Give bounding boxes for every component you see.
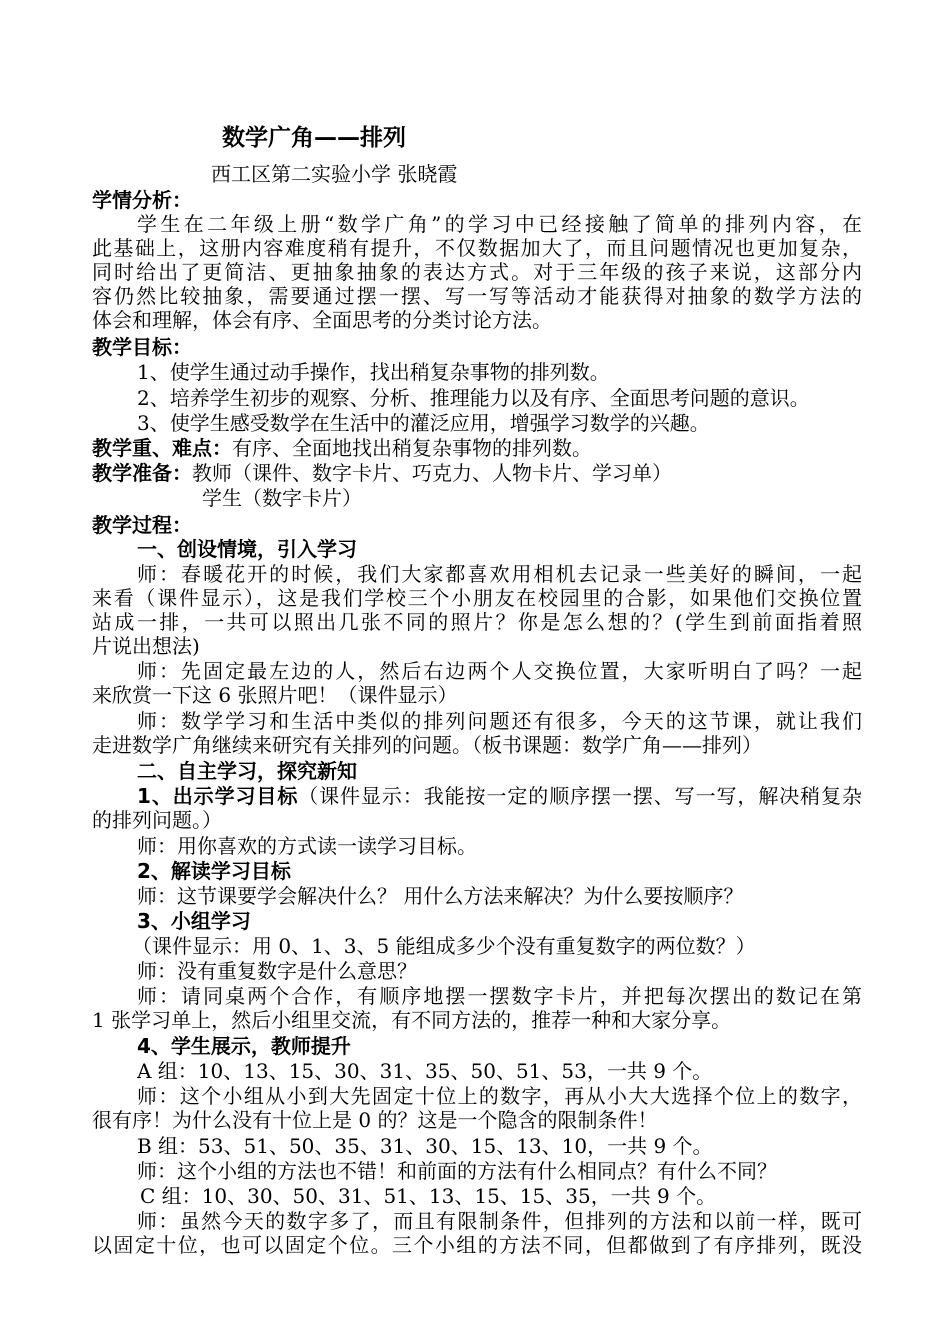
paragraph-line: （课件显示：用 0、1、3、5 能组成多少个没有重复数字的两位数？） [132,934,756,958]
preparation-teacher: 教师（课件、数字卡片、巧克力、人物卡片、学习单） [192,461,672,485]
analysis-heading: 学情分析： [92,188,192,212]
analysis-line: 体会和理解，体会有序、全面思考的分类讨论方法。 [92,308,552,332]
analysis-line: 学生在二年级上册“数学广角”的学习中已经接触了简单的排列内容，在 [137,212,862,236]
step1-text: （课件显示：我能按一定的顺序摆一摆、写一写，解决稍复杂 [298,784,862,808]
paragraph-line: 以固定十位，也可以固定个位。三个小组的方法不同，但都做到了有序排列，既没 [92,1233,862,1257]
paragraph-line: 师：用你喜欢的方式读一读学习目标。 [137,834,477,858]
author-line: 西工区第二实验小学 张晓霞 [211,162,458,186]
step3-heading: 3、小组学习 [137,909,251,933]
paragraph-line: 师：先固定最左边的人，然后右边两个人交换位置，大家听明白了吗？一起 [137,659,862,683]
group-a-result: A 组：10、13、15、30、31、35、50、51、53，一共 9 个。 [137,1059,713,1083]
keypoints-heading: 教学重、难点： [92,436,232,460]
analysis-line: 容仍然比较抽象，需要通过摆一摆、写一写等活动才能获得对抽象的数学方法的 [92,284,862,308]
paragraph-line: 站成一排，一共可以照出几张不同的照片？你是怎么想的？(学生到前面指着照 [92,610,862,634]
paragraph-line: 片说出想法) [92,634,200,658]
preparation-line [92,461,862,485]
preparation-heading: 教学准备： [92,461,192,485]
step1-heading: 1、出示学习目标 [137,784,299,808]
paragraph-line: 很有序！为什么没有十位上是 0 的？这是一个隐含的限制条件！ [92,1108,658,1132]
step2-heading: 2、解读学习目标 [137,859,291,883]
paragraph-line: 来欣赏一下这 6 张照片吧！（课件显示） [92,683,458,707]
paragraph-line: 师：这个小组的方法也不错！和前面的方法有什么相同点？有什么不同？ [137,1159,777,1183]
document-title: 数学广角——排列 [222,125,406,151]
paragraph-line: 的排列问题。） [92,808,222,832]
analysis-line: 此基础上，这册内容难度稍有提升，不仅数据加大了，而且问题情况也更加复杂， [92,236,862,260]
keypoints-text: 有序、全面地找出稍复杂事物的排列数。 [232,436,592,460]
paragraph-line: 师：这节课要学会解决什么？ 用什么方法来解决？为什么要按顺序？ [137,884,744,908]
goal-item: 1、使学生通过动手操作，找出稍复杂事物的排列数。 [137,360,610,384]
analysis-line: 同时给出了更简洁、更抽象抽象的表达方式。对于三年级的孩子来说，这部分内 [92,260,862,284]
process-heading: 教学过程： [92,513,192,537]
paragraph-line: 师：这个小组从小到大先固定十位上的数字，再从小大大选择个位上的数字， [137,1084,862,1108]
paragraph-line: 师：没有重复数字是什么意思？ [137,959,417,983]
paragraph-line: 师：春暖花开的时候，我们大家都喜欢用相机去记录一些美好的瞬间，一起 [137,562,862,586]
section1-heading: 一、创设情境，引入学习 [137,537,357,561]
keypoints-line [92,436,862,460]
paragraph-line: 师：虽然今天的数字多了，而且有限制条件，但排列的方法和以前一样，既可 [137,1209,862,1233]
paragraph-line: 来看（课件显示），这是我们学校三个小朋友在校园里的合影，如果他们交换位置 [92,586,862,610]
group-b-result: B 组：53、51、50、35、31、30、15、13、10，一共 9 个。 [137,1134,713,1158]
group-c-result: C 组：10、30、50、31、51、13、15、15、35，一共 9 个。 [140,1184,717,1208]
paragraph-line: 1 张学习单上，然后小组里交流，有不同方法的，推荐一种和大家分享。 [92,1008,732,1032]
paragraph-line: 走进数学广角继续来研究有关排列的问题。（板书课题：数学广角——排列） [92,733,762,757]
goals-heading: 教学目标： [92,335,192,359]
paragraph-line: 师：请同桌两个合作，有顺序地摆一摆数字卡片，并把每次摆出的数记在第 [137,984,862,1008]
step1-line [137,784,862,808]
section2-heading: 二、自主学习，探究新知 [137,759,357,783]
preparation-student: 学生（数字卡片） [202,486,362,510]
paragraph-line: 师：数学学习和生活中类似的排列问题还有很多，今天的这节课，就让我们 [137,709,862,733]
goal-item: 3、使学生感受数学在生活中的灌泛应用，增强学习数学的兴趣。 [137,411,710,435]
goal-item: 2、培养学生初步的观察、分析、推理能力以及有序、全面思考问题的意识。 [137,386,810,410]
step4-heading: 4、学生展示，教师提升 [137,1034,351,1058]
